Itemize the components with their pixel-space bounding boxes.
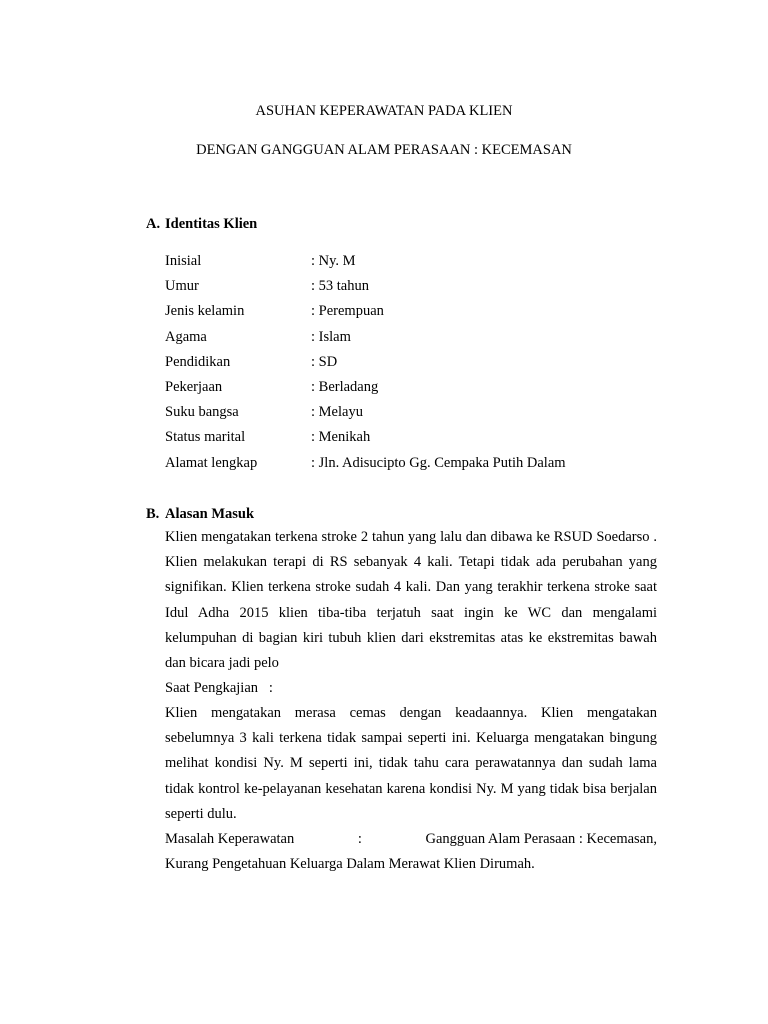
identity-value: : Islam	[311, 328, 351, 345]
identity-label: Inisial	[165, 253, 202, 269]
identity-label: Pendidikan	[165, 353, 231, 370]
identity-label: Suku bangsa	[165, 404, 239, 421]
nursing-problem	[165, 827, 657, 877]
identity-label: Umur	[165, 278, 199, 295]
identity-value: : SD	[311, 353, 338, 370]
document-title: ASUHAN KEPERAWATAN PADA KLIEN	[255, 103, 513, 119]
identity-value: : 53 tahun	[311, 278, 369, 295]
section-b-heading	[146, 505, 254, 523]
section-a-letter: A.	[146, 216, 161, 232]
identity-label: Agama	[165, 328, 207, 345]
nursing-problem-colon: :	[357, 831, 362, 847]
nursing-problem-line	[165, 827, 657, 852]
identity-value: : Berladang	[311, 378, 379, 395]
identity-value: : Perempuan	[311, 303, 384, 320]
section-b-letter: B.	[146, 506, 160, 522]
section-a-title: Identitas Klien	[165, 216, 258, 232]
identity-label: Jenis kelamin	[165, 303, 245, 320]
assessment-paragraph: Klien mengatakan merasa cemas dengan keadaannya. Klien mengatakan sebelumnya 3 kali terkena tidak sampai seperti ini. Keluarga mengatakan bingung melihat kondisi Ny. M seperti ini, tidak tahu cara perawatannya dan sudah lama tidak kontrol ke-pelayanan kesehatan karena kondisi Ny. M yang tidak bisa berjalan seperti dulu.	[165, 705, 657, 822]
identity-value: : Menikah	[311, 429, 371, 446]
reason-paragraph: Klien mengatakan terkena stroke 2 tahun yang lalu dan dibawa ke RSUD Soedarso . Klien melakukan terapi di RS sebanyak 4 kali. Tetapi tidak ada perubahan yang signifikan. Klien terkena stroke sudah 4 kali. Dan yang terakhir terkena stroke saat Idul Adha 2015 klien tiba-tiba terjatuh saat ingin ke WC dan mengalami kelumpuhan di bagian kiri tubuh klien dari ekstremitas atas ke ekstremitas bawah dan bicara jadi pelo	[165, 529, 657, 672]
section-b-title: Alasan Masuk	[165, 506, 255, 522]
assessment-label: Saat Pengkajian :	[165, 680, 273, 696]
section-a-heading	[146, 215, 257, 233]
identity-label: Alamat lengkap	[165, 454, 258, 471]
nursing-problem-label: Masalah Keperawatan	[165, 831, 295, 847]
document-subtitle: DENGAN GANGGUAN ALAM PERASAAN : KECEMASAN	[196, 142, 572, 158]
identity-value: : Ny. M	[311, 253, 356, 269]
identity-value: : Melayu	[311, 404, 363, 421]
nursing-problem-value: Gangguan Alam Perasaan : Kecemasan,	[425, 831, 657, 847]
identity-label: Pekerjaan	[165, 378, 223, 395]
nursing-problem-continuation: Kurang Pengetahuan Keluarga Dalam Merawat Klien Dirumah.	[165, 856, 535, 873]
identity-value: : Jln. Adisucipto Gg. Cempaka Putih Dalam	[311, 454, 566, 471]
identity-label: Status marital	[165, 429, 246, 446]
